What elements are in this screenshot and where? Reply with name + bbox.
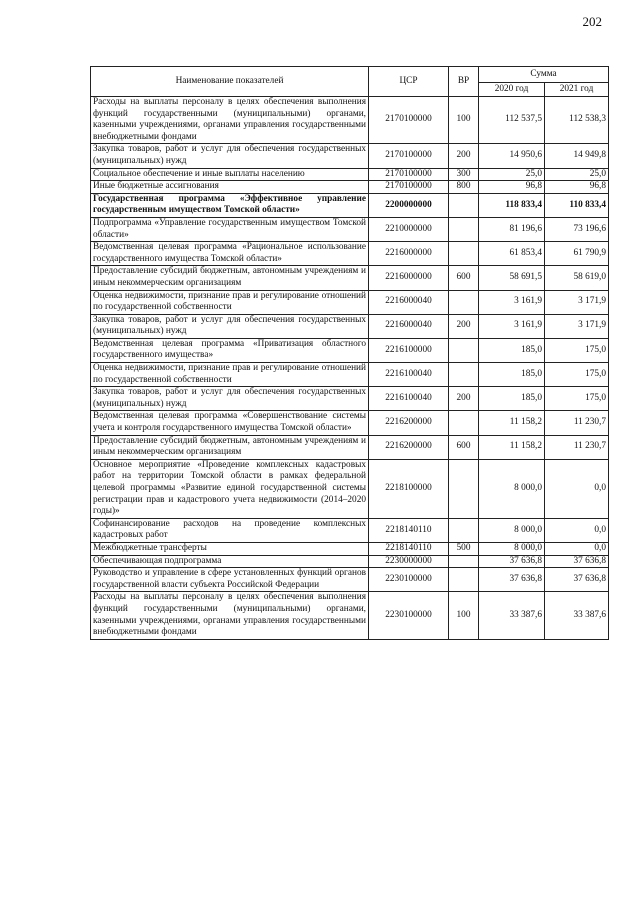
row-vr <box>449 363 479 387</box>
row-vr: 100 <box>449 97 479 144</box>
table-row <box>91 338 609 362</box>
row-csr: 2170100000 <box>369 181 449 194</box>
row-value-2020: 118 833,4 <box>479 193 545 217</box>
row-csr: 2218140110 <box>369 542 449 555</box>
table-row <box>91 266 609 290</box>
row-value-2020: 3 161,9 <box>479 290 545 314</box>
table-row <box>91 144 609 168</box>
row-csr: 2200000000 <box>369 193 449 217</box>
row-value-2020: 8 000,0 <box>479 542 545 555</box>
row-value-2020: 37 636,8 <box>479 568 545 592</box>
row-name: Иные бюджетные ассигнования <box>91 181 369 194</box>
row-name: Расходы на выплаты персоналу в целях обеспечения выполнения функций государственными (муниципальными) органами, казенными учреждениями, органами управления государственными внебюджетными фондами <box>91 97 369 144</box>
row-value-2020: 96,8 <box>479 181 545 194</box>
row-value-2020: 112 537,5 <box>479 97 545 144</box>
row-value-2021: 73 196,6 <box>545 217 609 241</box>
row-value-2020: 37 636,8 <box>479 555 545 568</box>
row-csr: 2216100040 <box>369 387 449 411</box>
row-vr <box>449 518 479 542</box>
header-2021: 2021 год <box>545 83 609 97</box>
row-vr <box>449 338 479 362</box>
row-csr: 2230100000 <box>369 592 449 639</box>
header-sum: Сумма <box>479 67 609 83</box>
table-row <box>91 542 609 555</box>
row-value-2020: 58 691,5 <box>479 266 545 290</box>
row-vr: 300 <box>449 168 479 181</box>
row-value-2020: 25,0 <box>479 168 545 181</box>
table-row <box>91 168 609 181</box>
row-vr <box>449 290 479 314</box>
row-value-2021: 11 230,7 <box>545 411 609 435</box>
row-value-2020: 185,0 <box>479 387 545 411</box>
row-value-2021: 25,0 <box>545 168 609 181</box>
row-csr: 2216100000 <box>369 338 449 362</box>
row-csr: 2216100040 <box>369 363 449 387</box>
row-value-2021: 0,0 <box>545 542 609 555</box>
table-row <box>91 387 609 411</box>
row-name: Государственная программа «Эффективное управление государственным имуществом Томской области» <box>91 193 369 217</box>
row-csr: 2218100000 <box>369 459 449 518</box>
page-number: 202 <box>582 14 602 29</box>
row-csr: 2216000040 <box>369 314 449 338</box>
header-name: Наименование показателей <box>91 67 369 97</box>
row-csr: 2216000000 <box>369 266 449 290</box>
row-name: Основное мероприятие «Проведение комплексных кадастровых работ на территории Томской области в рамках федеральной целевой программы «Развитие единой государственной системы регистрации прав и кадастрового учета недвижимости (2014–2020 годы)» <box>91 459 369 518</box>
row-value-2020: 33 387,6 <box>479 592 545 639</box>
row-name: Ведомственная целевая программа «Совершенствование системы учета и контроля государственного имущества Томской области» <box>91 411 369 435</box>
row-value-2021: 11 230,7 <box>545 435 609 459</box>
header-2020: 2020 год <box>479 83 545 97</box>
header-csr: ЦСР <box>369 67 449 97</box>
row-csr: 2230000000 <box>369 555 449 568</box>
row-vr: 100 <box>449 592 479 639</box>
row-vr <box>449 193 479 217</box>
row-vr <box>449 568 479 592</box>
row-value-2021: 175,0 <box>545 363 609 387</box>
table-row <box>91 435 609 459</box>
row-value-2021: 0,0 <box>545 459 609 518</box>
row-vr: 800 <box>449 181 479 194</box>
row-name: Социальное обеспечение и иные выплаты населению <box>91 168 369 181</box>
row-name: Оценка недвижимости, признание прав и регулирование отношений по государственной собственности <box>91 363 369 387</box>
row-value-2021: 58 619,0 <box>545 266 609 290</box>
row-value-2020: 61 853,4 <box>479 242 545 266</box>
row-vr: 500 <box>449 542 479 555</box>
row-vr: 200 <box>449 387 479 411</box>
row-name: Закупка товаров, работ и услуг для обеспечения государственных (муниципальных) нужд <box>91 144 369 168</box>
row-vr <box>449 217 479 241</box>
row-value-2021: 37 636,8 <box>545 555 609 568</box>
row-name: Ведомственная целевая программа «Приватизация областного государственного имущества» <box>91 338 369 362</box>
header-vr: ВР <box>449 67 479 97</box>
row-value-2021: 14 949,8 <box>545 144 609 168</box>
row-value-2021: 61 790,9 <box>545 242 609 266</box>
table-row <box>91 242 609 266</box>
row-csr: 2216000040 <box>369 290 449 314</box>
row-value-2021: 175,0 <box>545 338 609 362</box>
table-row <box>91 217 609 241</box>
table-row <box>91 568 609 592</box>
row-value-2020: 81 196,6 <box>479 217 545 241</box>
row-vr <box>449 411 479 435</box>
row-value-2021: 96,8 <box>545 181 609 194</box>
row-csr: 2170100000 <box>369 144 449 168</box>
row-vr <box>449 242 479 266</box>
row-value-2020: 14 950,6 <box>479 144 545 168</box>
table-row <box>91 290 609 314</box>
row-csr: 2230100000 <box>369 568 449 592</box>
row-value-2021: 110 833,4 <box>545 193 609 217</box>
row-value-2020: 11 158,2 <box>479 435 545 459</box>
row-csr: 2210000000 <box>369 217 449 241</box>
row-vr: 600 <box>449 435 479 459</box>
row-name: Межбюджетные трансферты <box>91 542 369 555</box>
row-name: Расходы на выплаты персоналу в целях обеспечения выполнения функций государственными (муниципальными) органами, казенными учреждениями, органами управления государственными внебюджетными фондами <box>91 592 369 639</box>
row-value-2021: 3 171,9 <box>545 314 609 338</box>
row-vr: 600 <box>449 266 479 290</box>
row-value-2020: 3 161,9 <box>479 314 545 338</box>
row-name: Закупка товаров, работ и услуг для обеспечения государственных (муниципальных) нужд <box>91 387 369 411</box>
table-row <box>91 555 609 568</box>
row-name: Оценка недвижимости, признание прав и регулирование отношений по государственной собственности <box>91 290 369 314</box>
row-vr <box>449 459 479 518</box>
row-name: Предоставление субсидий бюджетным, автономным учреждениям и иным некоммерческим организациям <box>91 435 369 459</box>
row-value-2020: 185,0 <box>479 338 545 362</box>
row-value-2021: 112 538,3 <box>545 97 609 144</box>
row-name: Ведомственная целевая программа «Рациональное использование государственного имущества Томской области» <box>91 242 369 266</box>
table-row <box>91 314 609 338</box>
row-value-2020: 185,0 <box>479 363 545 387</box>
budget-table <box>90 66 609 640</box>
row-name: Софинансирование расходов на проведение комплексных кадастровых работ <box>91 518 369 542</box>
row-csr: 2216200000 <box>369 411 449 435</box>
row-csr: 2170100000 <box>369 97 449 144</box>
row-vr <box>449 555 479 568</box>
table-row <box>91 363 609 387</box>
row-csr: 2170100000 <box>369 168 449 181</box>
row-csr: 2218140110 <box>369 518 449 542</box>
row-csr: 2216000000 <box>369 242 449 266</box>
table-row <box>91 181 609 194</box>
table-row <box>91 518 609 542</box>
row-vr: 200 <box>449 144 479 168</box>
table-row <box>91 592 609 639</box>
row-value-2020: 8 000,0 <box>479 518 545 542</box>
row-name: Подпрограмма «Управление государственным имуществом Томской области» <box>91 217 369 241</box>
row-name: Закупка товаров, работ и услуг для обеспечения государственных (муниципальных) нужд <box>91 314 369 338</box>
row-name: Обеспечивающая подпрограмма <box>91 555 369 568</box>
table-row <box>91 97 609 144</box>
row-value-2020: 11 158,2 <box>479 411 545 435</box>
table-row <box>91 459 609 518</box>
row-csr: 2216200000 <box>369 435 449 459</box>
row-value-2021: 0,0 <box>545 518 609 542</box>
row-value-2020: 8 000,0 <box>479 459 545 518</box>
row-value-2021: 37 636,8 <box>545 568 609 592</box>
row-name: Руководство и управление в сфере установленных функций органов государственной власти субъекта Российской Федерации <box>91 568 369 592</box>
table-row <box>91 411 609 435</box>
table-row <box>91 193 609 217</box>
row-vr: 200 <box>449 314 479 338</box>
row-value-2021: 3 171,9 <box>545 290 609 314</box>
row-value-2021: 33 387,6 <box>545 592 609 639</box>
row-value-2021: 175,0 <box>545 387 609 411</box>
row-name: Предоставление субсидий бюджетным, автономным учреждениям и иным некоммерческим организациям <box>91 266 369 290</box>
